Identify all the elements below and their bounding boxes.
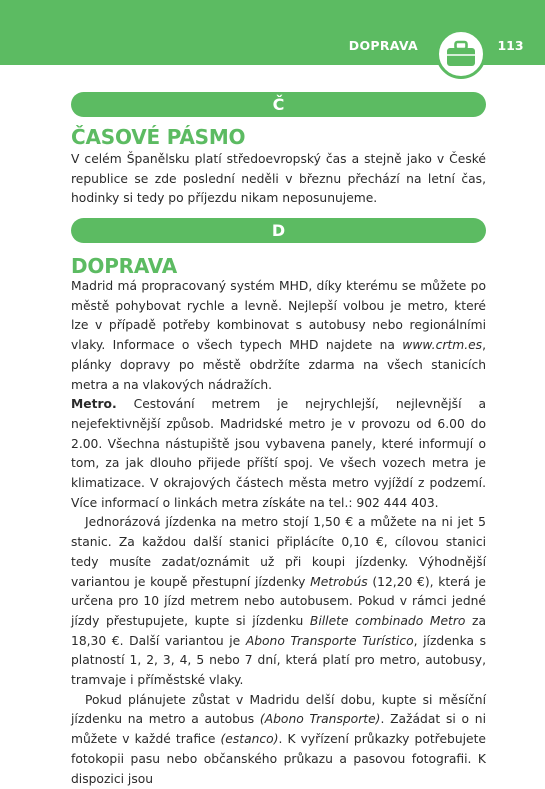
monthly-pass-paragraph: Pokud plánujete zůstat v Madridu delší dobu, kupte si měsíční jízdenku na metro a autobus (Abono Transporte). Zažádat si o ni můžete v každé trafice (estanco). K vyřízení průkazky potřebujete fotokopii pasu nebo občanského průkazu a pasovou fotografii. K dispozici jsou [71,692,486,786]
crtm-link[interactable]: www.crtm.es [402,338,483,353]
section-title-time-zone: ČASOVÉ PÁSMO [71,125,246,149]
metro-paragraph: Metro. Cestování metrem je nejrychlejší, nejlevnější a nejefektivnější způsob. Madridské metro je v provozu od 6.00 do 2.00. Všechna nástupiště jsou vybavena panely, které informují o tom, za jak dlouho přijede příští spoj. Ve všech vozech metra je klimatizace. V okrajových částech města metro vyjíždí z podzemí. Více informací o linkách metra získáte na tel.: 902 444 403. [71,397,486,510]
letter-bar-c: Č [71,92,486,117]
transport-body [71,277,486,789]
tickets-paragraph: Jednorázová jízdenka na metro stojí 1,50 € a můžete na ni jet 5 stanic. Za každou další stanici připlácíte 0,10 €, cílovou stanici tedy musíte zadat/oznámit už při koupi jízdenky. Výhodnější variantou je koupě přestupní jízdenky Metrobús (12,20 €), která je určena pro 10 jízd metrem nebo autobusem. Pokud v rámci jedné jízdy přestupujete, kupte si jízdenku Billete combinado Metro za 18,30 €. Další variantou je Abono Transporte Turístico, jízdenka s platností 1, 2, 3, 4, 5 nebo 7 dní, která platí pro metro, autobusy, tramvaje i příměstské vlaky. [71,515,486,688]
transport-intro-paragraph: Madrid má propracovaný systém MHD, díky kterému se můžete po městě pohybovat rychle a levně. Nejlepší volbou je metro, které lze v případě potřeby kombinovat s autobusy nebo regionálními vlaky. Informace o všech typech MHD najdete na www.crtm.es, plánky dopravy po městě obdržíte zdarma na všech stanicích metra a na vlakových nádražích. [71,279,486,392]
letter-bar-d: D [71,218,486,243]
running-head: DOPRAVA [348,38,418,53]
time-zone-paragraph: V celém Španělsku platí středoevropský čas a stejně jako v České republice se zde poslední neděli v březnu přechází na letní čas, hodinky si tedy po příjezdu nikam neposunujeme. [71,152,486,206]
section-title-transport: DOPRAVA [71,254,177,278]
suitcase-icon [446,40,476,68]
chapter-badge [436,29,486,79]
metro-lead: Metro. [71,397,117,412]
page-number: 113 [497,38,524,53]
